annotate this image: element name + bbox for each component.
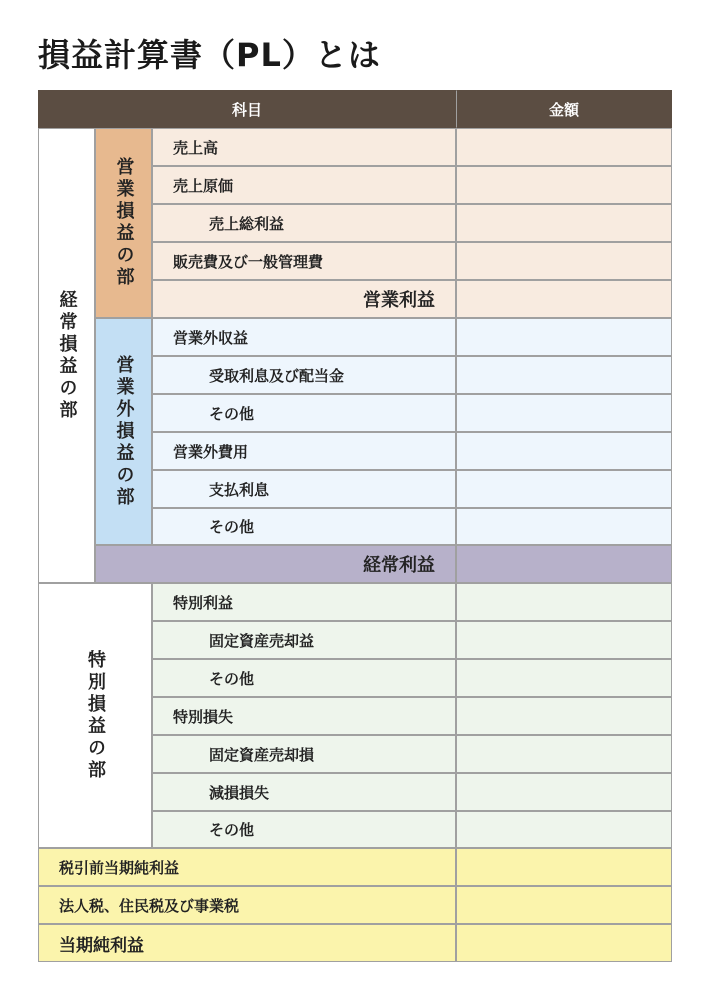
header-subject: 科目 (38, 90, 456, 128)
row-other: その他 (152, 508, 456, 545)
amount-cell (456, 128, 672, 166)
row-non-operating-expense: 営業外費用 (152, 432, 456, 470)
amount-cell (456, 735, 672, 773)
row-loss-on-sale: 固定資産売却損 (152, 735, 456, 773)
amount-cell (456, 924, 672, 962)
amount-cell (456, 204, 672, 242)
amount-cell (456, 848, 672, 886)
row-income-taxes: 法人税、住民税及び事業税 (38, 886, 456, 924)
row-other: その他 (152, 394, 456, 432)
row-other: その他 (152, 659, 456, 697)
row-sales: 売上高 (152, 128, 456, 166)
row-pretax-income: 税引前当期純利益 (38, 848, 456, 886)
row-cost-of-sales: 売上原価 (152, 166, 456, 204)
amount-cell (456, 470, 672, 508)
pl-table (38, 90, 672, 962)
amount-cell (456, 394, 672, 432)
row-interest-dividend: 受取利息及び配当金 (152, 356, 456, 394)
amount-cell (456, 280, 672, 318)
header-amount: 金額 (456, 90, 672, 128)
row-extraordinary-income: 特別利益 (152, 583, 456, 621)
amount-cell (456, 811, 672, 848)
amount-cell (456, 659, 672, 697)
row-ordinary-profit: 経常利益 (95, 545, 456, 583)
row-other: その他 (152, 811, 456, 848)
amount-cell (456, 621, 672, 659)
section-non-operating-label: 営業外損益の部 (95, 318, 152, 545)
row-net-income: 当期純利益 (38, 924, 456, 962)
row-operating-profit: 営業利益 (152, 280, 456, 318)
page-title: 損益計算書（PL）とは (38, 36, 381, 74)
amount-cell (456, 773, 672, 811)
amount-cell (456, 508, 672, 545)
amount-cell (456, 697, 672, 735)
amount-cell (456, 583, 672, 621)
row-sga: 販売費及び一般管理費 (152, 242, 456, 280)
amount-cell (456, 356, 672, 394)
row-extraordinary-loss: 特別損失 (152, 697, 456, 735)
row-interest-paid: 支払利息 (152, 470, 456, 508)
section-ordinary-label: 経常損益の部 (38, 128, 95, 583)
section-extraordinary-label: 特別損益の部 (38, 583, 152, 848)
amount-cell (456, 545, 672, 583)
amount-cell (456, 432, 672, 470)
row-non-operating-income: 営業外収益 (152, 318, 456, 356)
amount-cell (456, 318, 672, 356)
row-gain-on-sale: 固定資産売却益 (152, 621, 456, 659)
section-operating-label: 営業損益の部 (95, 128, 152, 318)
row-gross-profit: 売上総利益 (152, 204, 456, 242)
amount-cell (456, 166, 672, 204)
amount-cell (456, 242, 672, 280)
row-impairment-loss: 減損損失 (152, 773, 456, 811)
amount-cell (456, 886, 672, 924)
